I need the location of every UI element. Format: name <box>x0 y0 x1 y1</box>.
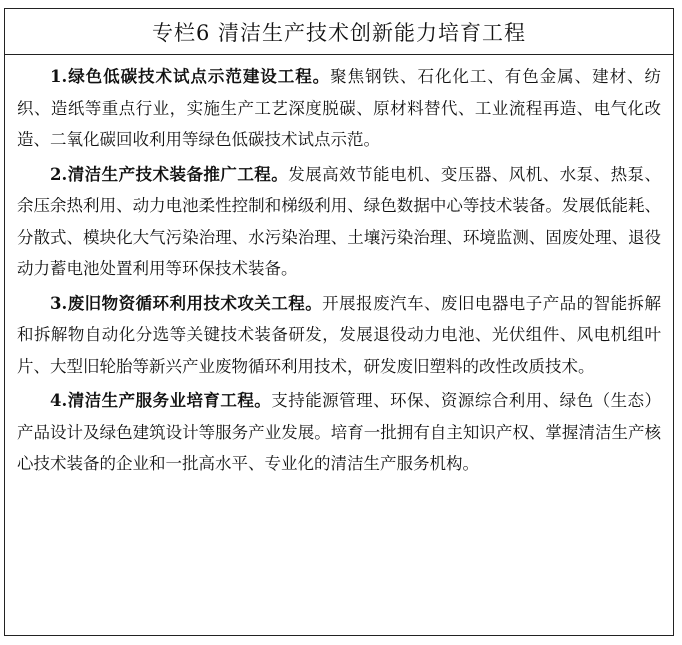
item-text: 支持能源管理、环保、资源综合利用、绿色（生态）产品设计及绿色建筑设计等服务产业发展。培育一批拥有自主知识产权、掌握清洁生产核心技术装备的企业和一批高水平、专业化的清洁生产服务机构。 <box>17 391 662 473</box>
item-text: 开展报废汽车、废旧电器电子产品的智能拆解和拆解物自动化分选等关键技术装备研发，发展退役动力电池、光伏组件、风电机组叶片、大型旧轮胎等新兴产业废物循环利用技术，研发废旧塑料的改性改质技术。 <box>17 293 662 376</box>
item-text: 发展高效节能电机、变压器、风机、水泵、热泵、余压余热利用、动力电池柔性控制和梯级利用、绿色数据中心等技术装备。发展低能耗、分散式、模块化大气污染治理、水污染治理、土壤污染治理、环境监测、固废处理、退役动力蓄电池处置利用等环保技术装备。 <box>17 164 661 278</box>
item-paragraph <box>17 288 661 383</box>
item-paragraph <box>17 61 661 156</box>
item-heading: 3.废旧物资循环利用技术攻关工程。 <box>50 293 323 313</box>
item-heading: 1.绿色低碳技术试点示范建设工程。 <box>50 67 331 86</box>
item-paragraph <box>17 385 661 480</box>
item-heading: 2.清洁生产技术装备推广工程。 <box>50 164 289 184</box>
item-paragraph <box>17 159 661 285</box>
item-text: 聚焦钢铁、石化化工、有色金属、建材、纺织、造纸等重点行业，实施生产工艺深度脱碳、原材料替代、工业流程再造、电气化改造、二氧化碳回收利用等绿色低碳技术试点示范。 <box>17 67 662 149</box>
column-box <box>4 8 674 636</box>
box-content <box>5 55 673 480</box>
box-title: 专栏6 清洁生产技术创新能力培育工程 <box>5 9 673 55</box>
item-heading: 4.清洁生产服务业培育工程。 <box>50 391 272 410</box>
